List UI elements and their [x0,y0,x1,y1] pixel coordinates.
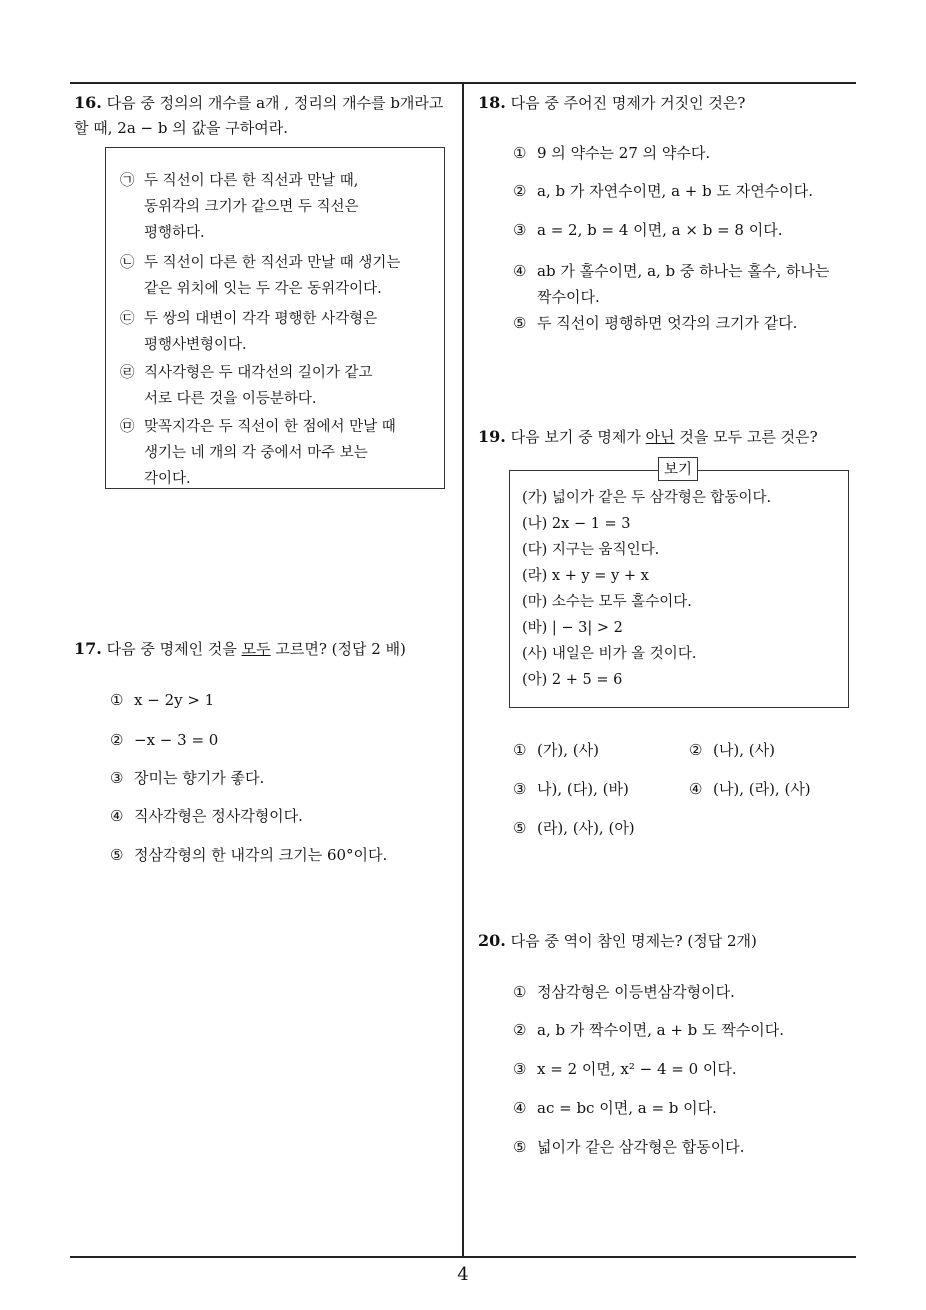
column-divider [462,82,464,1257]
option[interactable]: ② a, b 가 짝수이면, a + b 도 짝수이다. [513,1021,785,1039]
option[interactable]: ③ 나), (다), (바) [513,780,629,798]
option[interactable]: ③ x = 2 이면, x² − 4 = 0 이다. [513,1060,737,1078]
option[interactable]: ③ 장미는 향기가 좋다. [110,769,265,787]
list-item: (바) | − 3| > 2 [522,620,623,636]
option[interactable]: ③ a = 2, b = 4 이면, a × b = 8 이다. [513,221,783,239]
list-item: (사) 내일은 비가 올 것이다. [522,646,697,662]
question-19: 19. 다음 보기 중 명제가 아닌 것을 모두 고른 것은? [478,427,818,446]
option[interactable]: ① 9 의 약수는 27 의 약수다. [513,144,711,162]
option[interactable]: ① x − 2y > 1 [110,691,215,709]
page-number: 4 [457,1264,469,1285]
list-item: (나) 2x − 1 = 3 [522,516,631,532]
question-17: 17. 다음 중 명제인 것을 모두 고르면? (정답 2 배) [74,639,406,658]
option[interactable]: ② −x − 3 = 0 [110,731,219,749]
option[interactable]: ① (가), (사) [513,741,599,759]
example-box [509,470,849,708]
list-item: ㉣ 직사각형은 두 대각선의 길이가 같고 서로 다른 것을 이등분하다. [120,365,373,407]
bottom-rule [70,1256,856,1258]
list-item: ㉢ 두 쌍의 대변이 각각 평행한 사각형은 평행사변형이다. [120,311,378,353]
definition-box [105,147,445,489]
question-text-line1: 다음 중 정의의 개수를 a개 , 정리의 개수를 b개라고 [106,94,444,112]
list-item: ㉤ 맞꼭지각은 두 직선이 한 점에서 만날 때 생기는 네 개의 각 중에서 마주 보는 각이다. [120,419,396,487]
list-item: (가) 넓이가 같은 두 삼각형은 합동이다. [522,490,772,506]
option[interactable]: ④ ac = bc 이면, a = b 이다. [513,1099,717,1117]
question-number: 16. [74,93,102,112]
option[interactable]: ④ ab 가 홀수이면, a, b 중 하나는 홀수, 하나는 짝수이다. [513,262,830,306]
option[interactable]: ④ 직사각형은 정사각형이다. [110,807,303,825]
option[interactable]: ④ (나), (라), (사) [689,780,811,798]
option[interactable]: ⑤ (라), (사), (아) [513,819,635,837]
option[interactable]: ⑤ 정삼각형의 한 내각의 크기는 60°이다. [110,846,388,864]
list-item: ㉡ 두 직선이 다른 한 직선과 만날 때 생기는 같은 위치에 잇는 두 각은 동위각이다. [120,255,401,297]
question-16 [74,90,459,141]
list-item: ㉠ 두 직선이 다른 한 직선과 만날 때, 동위각의 크기가 같으면 두 직선은 평행하다. [120,173,359,241]
question-18: 18. 다음 중 주어진 명제가 거짓인 것은? [478,93,746,112]
list-item: (마) 소수는 모두 홀수이다. [522,594,692,610]
example-box-title: 보기 [658,457,698,481]
option[interactable]: ⑤ 넓이가 같은 삼각형은 합동이다. [513,1138,745,1156]
question-text-line2: 할 때, 2a − b 의 값을 구하여라. [74,119,288,137]
list-item: (라) x + y = y + x [522,568,649,584]
list-item: (다) 지구는 움직인다. [522,542,660,558]
question-20: 20. 다음 중 역이 참인 명제는? (정답 2개) [478,931,757,950]
option[interactable]: ⑤ 두 직선이 평행하면 엇각의 크기가 같다. [513,314,798,332]
option[interactable]: ② (나), (사) [689,741,775,759]
option[interactable]: ① 정삼각형은 이등변삼각형이다. [513,983,735,1001]
option[interactable]: ② a, b 가 자연수이면, a + b 도 자연수이다. [513,182,813,200]
list-item: (아) 2 + 5 = 6 [522,672,623,688]
